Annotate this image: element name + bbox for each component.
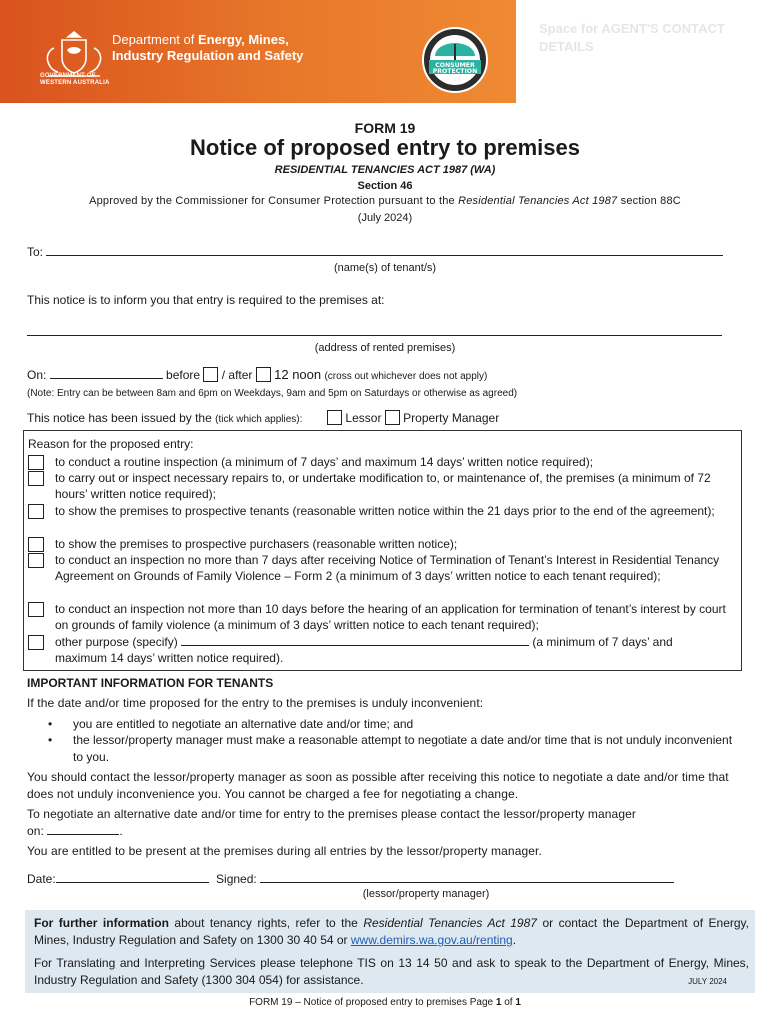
- reason-text: to conduct an inspection no more than 7 days after receiving Notice of Termination of Tenant’s Interest in Residential Tenancy Agreement on Grounds of Family Violence – Form 2 (a minimum of 3 days’ written notice to each tenant required);: [55, 553, 720, 584]
- bullet-dot: •: [48, 733, 53, 747]
- demirs-renting-link[interactable]: www.demirs.wa.gov.au/renting: [350, 933, 513, 947]
- department-prefix: Department of: [112, 32, 198, 47]
- signature-row: [27, 872, 674, 886]
- page-footer: [0, 997, 770, 1008]
- before-label: before: [166, 368, 201, 382]
- approval-suffix: section 88C: [617, 195, 681, 207]
- reason-text: to show the premises to prospective tenants (reasonable written notice within the 21 days prior to the end of the agreement);: [55, 504, 715, 518]
- reason-text: to conduct an inspection not more than 10 days before the hearing of an application for termination of tenant’s interest by court on grounds of family violence (a minimum of 3 days’ written notice to each tenant required);: [55, 602, 726, 633]
- property-manager-checkbox[interactable]: [385, 410, 400, 425]
- reason-option-prospective-tenants: [28, 503, 733, 519]
- negotiate-on-label: on:: [27, 823, 44, 838]
- consumer-logo-line1: CONSUMER: [435, 62, 475, 69]
- reason-checkbox[interactable]: [28, 553, 44, 568]
- agent-contact-details-area: [517, 0, 770, 103]
- reason-option-repairs: [28, 470, 733, 503]
- further-info-act: Residential Tenancies Act 1987: [363, 916, 537, 930]
- reason-text: to conduct a routine inspection (a minimum of 7 days’ and maximum 14 days’ written notice required);: [55, 455, 594, 469]
- consumer-protection-logo-icon: [421, 26, 489, 94]
- bullet-text: you are entitled to negotiate an alternative date and/or time; and: [73, 717, 414, 731]
- cross-out-note: (cross out whichever does not apply): [324, 371, 488, 382]
- footer-page: 1: [495, 997, 502, 1008]
- other-purpose-suffix: (a minimum of 7 days’ and: [532, 635, 673, 649]
- property-manager-label: Property Manager: [403, 411, 500, 425]
- department-bold: Energy, Mines,: [198, 32, 289, 47]
- header-banner: [0, 0, 516, 103]
- reason-option-routine-inspection: [28, 454, 733, 470]
- reason-checkbox[interactable]: [28, 471, 44, 486]
- footer-of: of: [501, 997, 516, 1008]
- to-label: To:: [27, 245, 44, 259]
- address-row: [27, 325, 722, 339]
- reason-text: to carry out or inspect necessary repairs to, or undertake modification to, or maintenance of, the premises (a minimum of 72 hours’ written notice required);: [55, 471, 711, 502]
- tenant-name-caption: (name(s) of tenant/s): [333, 262, 437, 274]
- tis-text: For Translating and Interpreting Services please telephone TIS on 13 14 50 and ask to speak to the Department of Energy, Mines, Industry Regulation and Safety (1300 304 054) for assistance.: [34, 956, 749, 987]
- reason-heading: Reason for the proposed entry:: [28, 437, 194, 451]
- contact-paragraph: You should contact the lessor/property manager as soon as possible after receiving this notice to negotiate a date and/or time that does not unduly inconvenience you. You cannot be charged a fee for negotiating a change.: [27, 770, 729, 801]
- reason-checkbox[interactable]: [28, 635, 44, 650]
- issued-by-note: (tick which applies):: [215, 414, 303, 425]
- reason-option-family-violence-termination: [28, 552, 733, 585]
- signature-field[interactable]: [260, 873, 674, 883]
- reason-checkbox[interactable]: [28, 537, 44, 552]
- crest-caption-line1: GOVERNMENT OF: [40, 73, 96, 79]
- crest-caption-line2: WESTERN AUSTRALIA: [40, 80, 110, 86]
- entry-date-field[interactable]: [50, 369, 163, 379]
- approval-statement: [0, 195, 770, 207]
- reason-section: [23, 430, 742, 671]
- approval-act: Residential Tenancies Act 1987: [458, 195, 618, 207]
- noon-label: 12 noon: [274, 367, 322, 382]
- further-info-bold: For further information: [34, 916, 169, 930]
- further-info-text2: or contact the Department of Energy, Mines, Industry Regulation and Safety on 1300 30 40 54 or: [34, 916, 749, 947]
- department-line2: Industry Regulation and Safety: [112, 48, 304, 63]
- section-number: Section 46: [357, 180, 413, 192]
- reason-checkbox[interactable]: [28, 602, 44, 617]
- approval-date: (July 2024): [357, 212, 413, 224]
- footer-text: FORM 19 – Notice of proposed entry to premises Page: [249, 997, 496, 1008]
- date-time-row: [27, 367, 487, 382]
- date-label: Date:: [27, 872, 56, 886]
- other-purpose-line2: maximum 14 days’ written notice required).: [55, 651, 284, 666]
- negotiate-paragraph: To negotiate an alternative date and/or time for entry to the premises please contact the lessor/property manager on: .: [27, 807, 636, 838]
- on-label: On:: [27, 368, 47, 382]
- notice-intro: This notice is to inform you that entry is required to the premises at:: [27, 293, 385, 307]
- lessor-checkbox[interactable]: [327, 410, 342, 425]
- crest-caption: [40, 73, 110, 87]
- reason-option-prospective-purchasers: [28, 536, 733, 552]
- reason-option-other: [28, 634, 733, 667]
- form-number: FORM 19: [354, 120, 416, 136]
- lessor-label: Lessor: [345, 411, 382, 425]
- important-bullet: [48, 716, 738, 733]
- bullet-text: the lessor/property manager must make a reasonable attempt to negotiate a date and/or time that is not unduly inconvenient to you.: [73, 733, 733, 764]
- negotiate-contact-field[interactable]: [47, 825, 119, 835]
- after-label: / after: [221, 368, 253, 382]
- address-caption: (address of rented premises): [314, 342, 456, 354]
- signed-label: Signed:: [216, 872, 257, 886]
- further-info-end: .: [512, 933, 517, 947]
- present-paragraph: You are entitled to be present at the premises during all entries by the lessor/property manager.: [27, 844, 542, 858]
- to-row: [27, 245, 723, 259]
- reason-checkbox[interactable]: [28, 455, 44, 470]
- entry-time-note: (Note: Entry can be between 8am and 6pm on Weekdays, 9am and 5pm on Saturdays or otherwise as agreed): [27, 388, 518, 399]
- other-purpose-field[interactable]: [181, 636, 529, 646]
- reason-text: to show the premises to prospective purchasers (reasonable written notice);: [55, 537, 458, 551]
- agent-contact-placeholder: Space for AGENT'S CONTACT DETAILS: [539, 21, 725, 54]
- bullet-dot: •: [48, 717, 53, 731]
- date-stamp: JULY 2024: [688, 977, 727, 986]
- further-info-text1: about tenancy rights, refer to the: [168, 916, 364, 930]
- form-title: Notice of proposed entry to premises: [190, 135, 580, 160]
- consumer-logo-line2: PROTECTION: [432, 68, 478, 75]
- approval-prefix: Approved by the Commissioner for Consumer Protection pursuant to the: [89, 195, 459, 207]
- further-information-text: [34, 915, 749, 949]
- other-purpose-label: other purpose (specify): [55, 635, 178, 649]
- negotiate-text: To negotiate an alternative date and/or time for entry to the premises please contact the lessor/property manager: [27, 807, 636, 821]
- important-intro: If the date and/or time proposed for the entry to the premises is unduly inconvenient:: [27, 696, 484, 710]
- important-info-heading: IMPORTANT INFORMATION FOR TENANTS: [27, 676, 274, 690]
- further-information-box: [25, 910, 755, 993]
- reason-checkbox[interactable]: [28, 504, 44, 519]
- tenant-name-field[interactable]: [46, 246, 723, 256]
- signature-caption: (lessor/property manager): [362, 888, 490, 900]
- reason-option-court-hearing: [28, 601, 733, 634]
- date-field[interactable]: [56, 873, 209, 883]
- address-field[interactable]: [27, 326, 722, 336]
- act-name: RESIDENTIAL TENANCIES ACT 1987 (WA): [274, 164, 496, 176]
- footer-total: 1: [515, 997, 521, 1008]
- after-checkbox[interactable]: [256, 367, 271, 382]
- issued-by-label: This notice has been issued by the: [27, 411, 212, 425]
- important-bullet: [48, 732, 738, 765]
- before-checkbox[interactable]: [203, 367, 218, 382]
- department-name: [112, 32, 303, 64]
- issued-by-row: [27, 410, 499, 425]
